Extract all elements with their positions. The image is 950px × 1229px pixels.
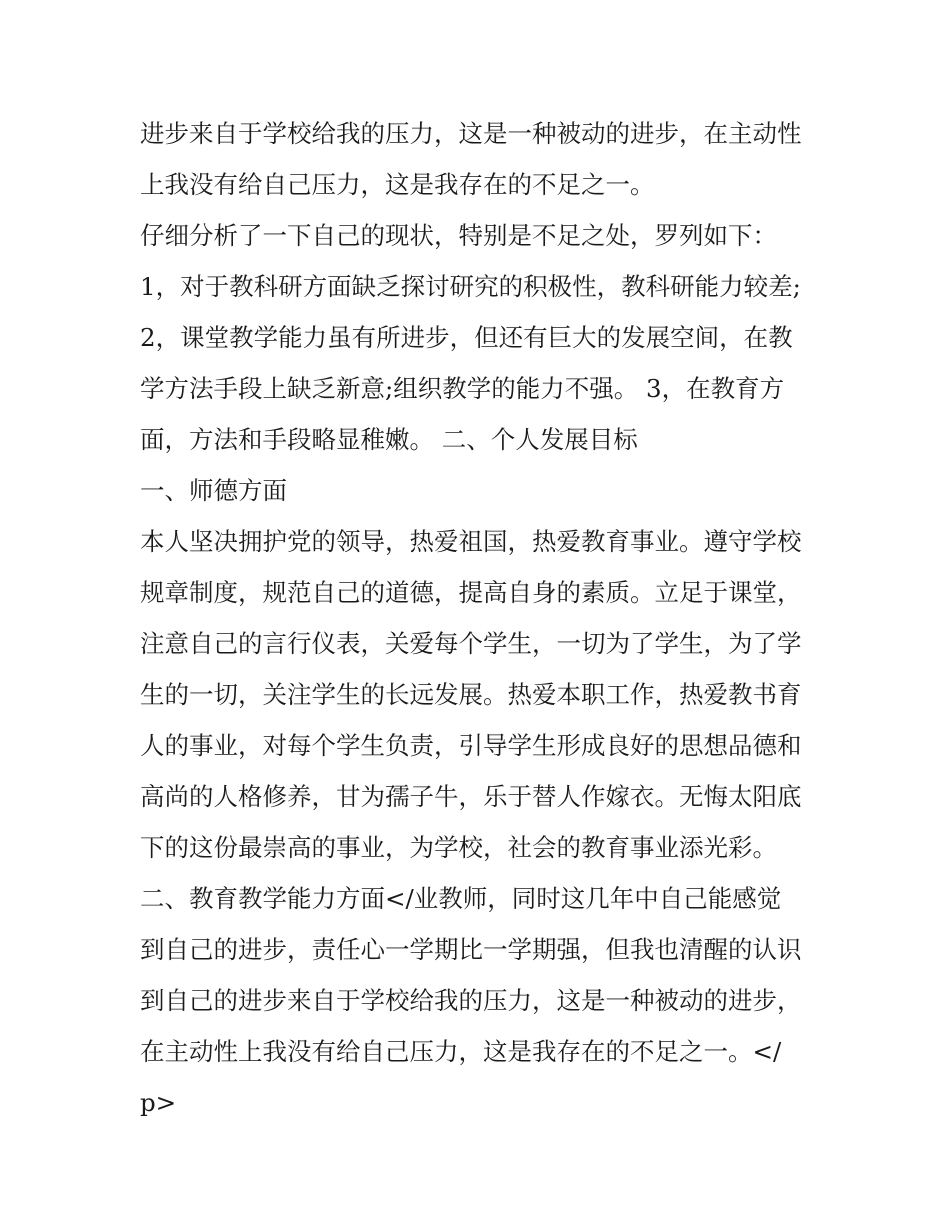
section-heading: 一、师德方面 bbox=[140, 476, 287, 505]
text-line: 本人坚决拥护党的领导，热爱祖国，热爱教育事业。遵守学校 bbox=[140, 527, 802, 556]
section-heading: 二、教育教学能力方面</业教师，同时这几年中自己能感觉 bbox=[140, 884, 782, 913]
text-line: 生的一切，关注学生的长远发展。热爱本职工作，热爱教书育 bbox=[140, 680, 802, 709]
text-line: 人的事业，对每个学生负责，引导学生形成良好的思想品德和 bbox=[140, 731, 802, 760]
text-line: 下的这份最崇高的事业，为学校，社会的教育事业添光彩。 bbox=[140, 833, 777, 862]
text-line: 规章制度，规范自己的道德，提高自身的素质。立足于课堂， bbox=[140, 578, 802, 607]
document-body bbox=[140, 108, 830, 1128]
text-line: p> bbox=[140, 1088, 177, 1117]
text-line: 高尚的人格修养，甘为孺子牛，乐于替人作嫁衣。无悔太阳底 bbox=[140, 782, 802, 811]
text-line: 上我没有给自己压力，这是我存在的不足之一。 bbox=[140, 170, 655, 199]
text-line: 2，课堂教学能力虽有所进步，但还有巨大的发展空间，在教 bbox=[140, 323, 793, 352]
text-line: 在主动性上我没有给自己压力，这是我存在的不足之一。</ bbox=[140, 1037, 782, 1066]
text-line: 到自己的进步来自于学校给我的压力，这是一种被动的进步， bbox=[140, 986, 802, 1015]
text-line: 1，对于教科研方面缺乏探讨研究的积极性，教科研能力较差; bbox=[140, 272, 801, 301]
text-line: 到自己的进步，责任心一学期比一学期强，但我也清醒的认识 bbox=[140, 935, 802, 964]
text-line: 注意自己的言行仪表，关爱每个学生，一切为了学生，为了学 bbox=[140, 629, 802, 658]
text-line: 学方法手段上缺乏新意;组织教学的能力不强。 3，在教育方 bbox=[140, 374, 785, 403]
text-line: 进步来自于学校给我的压力，这是一种被动的进步，在主动性 bbox=[140, 119, 802, 148]
text-line: 面，方法和手段略显稚嫩。 二、个人发展目标 bbox=[140, 425, 638, 454]
text-line: 仔细分析了一下自己的现状，特别是不足之处，罗列如下： bbox=[140, 221, 777, 250]
